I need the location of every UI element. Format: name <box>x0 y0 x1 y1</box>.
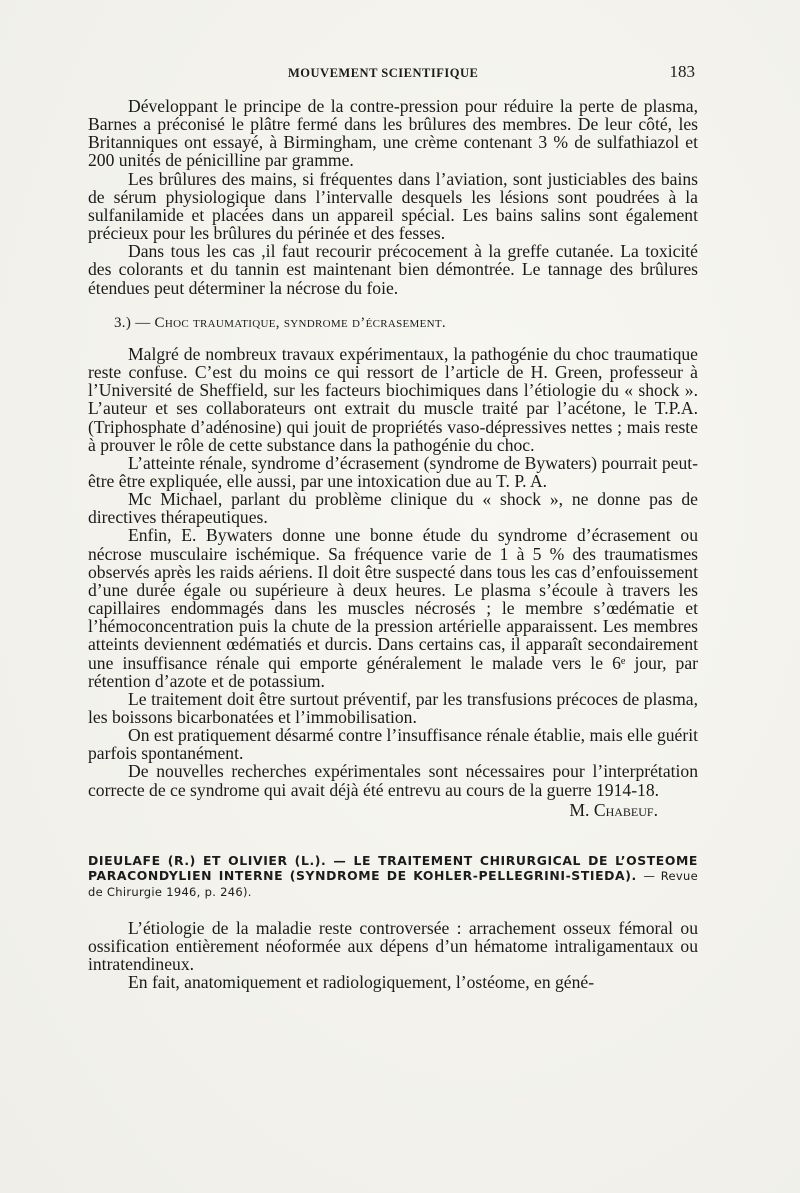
paragraph: L’étiologie de la maladie reste controversée : arrachement osseux fémoral ou ossification entièrement néoformée aux dépens d’un hématome intraligamentaux ou intratendineux. <box>88 917 698 975</box>
review-body <box>88 919 698 992</box>
page-number: 183 <box>669 62 695 81</box>
paragraph: L’atteinte rénale, syndrome d’écrasement (syndrome de Bywaters) pourrait peut-être être expliquée, elle aussi, par une intoxication due au T. P. A. <box>88 452 698 491</box>
paragraph: En fait, anatomiquement et radiologiquement, l’ostéome, en géné- <box>128 972 595 993</box>
paragraph: Dans tous les cas ,il faut recourir précocement à la greffe cutanée. La toxicité des colorants et du tannin est maintenant bien démontrée. Le tannage des brûlures étendues peut déterminer la nécrose du foie. <box>88 241 698 298</box>
bibliographic-reference <box>88 853 698 900</box>
paragraph: Les brûlures des mains, si fréquentes dans l’aviation, sont justiciables des bains de sérum physiologique dans l’intervalle desquels les lésions sont poudrées à la sulfanilamide et placées dans un appareil spécial. Les bains salins sont également précieux pour les brûlures du périnée et des fesses. <box>88 168 698 244</box>
author-signature: M. Chabeuf. <box>569 799 658 820</box>
paragraph: Développant le principe de la contre-pression pour réduire la perte de plasma, Barnes a préconisé le plâtre fermé dans les brûlures des membres. De leur côté, les Britanniques ont essayé, à Birmingham, une crème contenant 3 % de sulfathiazol et 200 unités de pénicilline par gramme. <box>88 96 698 171</box>
page-header <box>90 62 695 86</box>
paragraph: Enfin, E. Bywaters donne une bonne étude du syndrome d’écrasement ou nécrose musculaire ischémique. Sa fréquence varie de 1 à 5 % des traumatismes observés après les raids aériens. Il doit être suspecté dans tous les cas d’enfouissement d’une durée égale ou supérieure à deux heures. Le plasma s’écoule à travers les capillaires endommagés dans les muscles nécrosés ; le membre s’œdématie et l’hémoconcentration puis la chute de la pression artérielle apparaissent. Les membres atteints deviennent œdématiés et durcis. Dans certains cas, il apparaît secondairement une insuffisance rénale qui emporte généralement le malade vers le 6ᵉ jour, par rétention d’azote et de potassium. <box>88 525 698 691</box>
paragraph: Mc Michael, parlant du problème clinique du « shock », ne donne pas de directives thérapeutiques. <box>88 489 698 528</box>
section-heading: 3.) — Choc traumatique, syndrome d’écrasement. <box>114 314 446 331</box>
article-body <box>88 97 698 992</box>
section-divider <box>88 819 698 853</box>
paragraph: Malgré de nombreux travaux expérimentaux, la pathogénie du choc traumatique reste confuse. C’est du moins ce qui ressort de l’article de H. Green, professeur à l’Université de Sheffield, sur les facteurs biochimiques dans l’étiologie du « shock ». L’auteur et ses collaborateurs ont extrait du muscle traité par l’acétone, le T.P.A. (Triphosphate d’adénosine) qui jouit de propriétés vaso-dépressives nettes ; mais reste à prouver le rôle de cette substance dans la pathogénie du choc. <box>88 343 698 455</box>
paragraph: De nouvelles recherches expérimentales sont nécessaires pour l’interprétation correcte de ce syndrome qui avait déjà été entrevu au cours de la guerre 1914-18. <box>88 761 698 800</box>
running-title: MOUVEMENT SCIENTIFIQUE <box>288 66 479 80</box>
paragraph: On est pratiquement désarmé contre l’insuffisance rénale établie, mais elle guérit parfois spontanément. <box>88 725 698 764</box>
reference-title: DIEULAFE (R.) ET OLIVIER (L.). — LE TRAITEMENT CHIRURGICAL DE L’OSTEOME PARACONDYLIEN INTERNE (SYNDROME DE KOHLER-PELLEGRINI-STIEDA). <box>88 852 698 883</box>
paragraph: Le traitement doit être surtout préventif, par les transfusions précoces de plasma, les boissons bicarbonatées et l’immobilisation. <box>88 688 698 727</box>
reference-journal: — Revue de Chirurgie 1946, p. 246). <box>88 868 698 899</box>
